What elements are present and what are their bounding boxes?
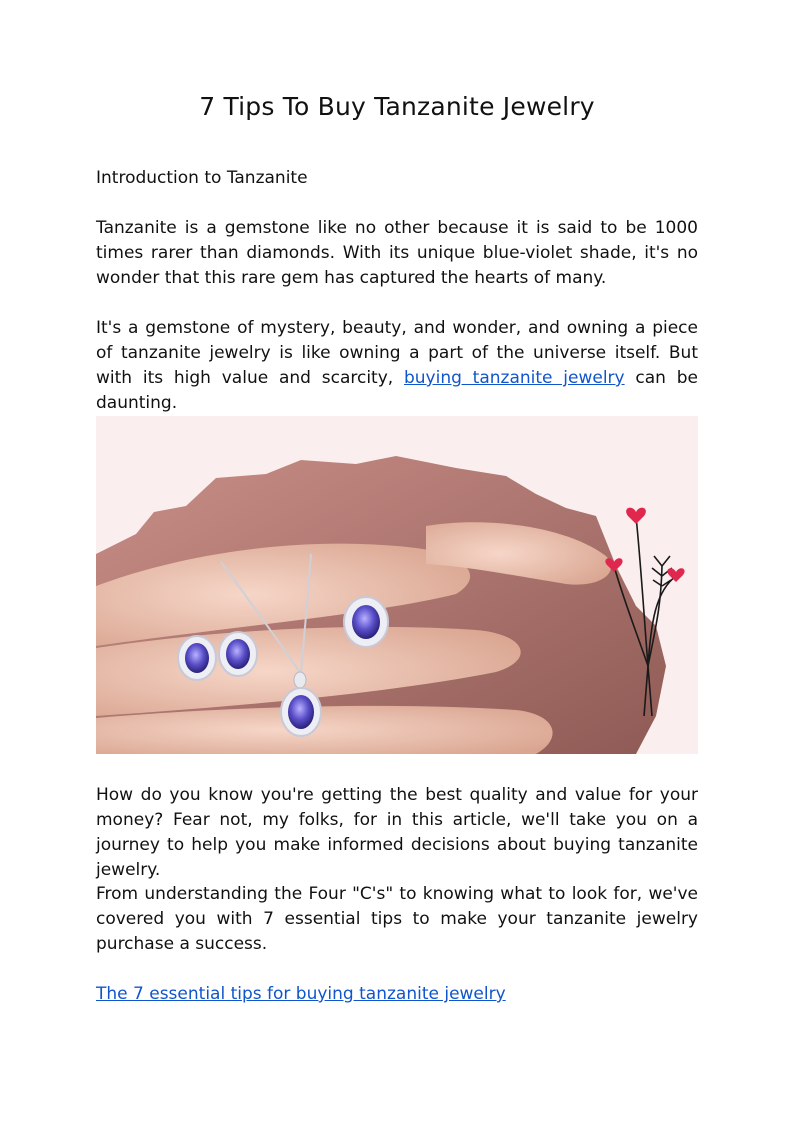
paragraph-3: How do you know you're getting the best quality and value for your money? Fear not, my folks, for in this article, we'll take you on a journey to help you make informed decisions about buying tanzanite jewelry. (96, 785, 698, 880)
paragraph-2-text-end: can be daunting. (96, 368, 698, 413)
paragraph-1: Tanzanite is a gemstone like no other because it is said to be 1000 times rarer than diamonds. With its unique blue-violet shade, it's no wonder that this rare gem has captured the hearts of many. (96, 218, 698, 288)
page-title: 7 Tips To Buy Tanzanite Jewelry (199, 92, 595, 121)
buying-tanzanite-jewelry-link[interactable]: buying tanzanite jewelry (403, 368, 625, 388)
essential-tips-link[interactable]: The 7 essential tips for buying tanzanite jewelry (96, 984, 506, 1004)
tanzanite-jewelry-image (96, 416, 698, 754)
paragraph-4: From understanding the Four "C's" to knowing what to look for, we've covered you with 7 essential tips to make your tanzanite jewelry purchase a success. (96, 884, 698, 954)
paragraph-2-text-start: It's a gemstone of mystery, beauty, and wonder, and owning a piece of tanzanite jewelry is like owning a part of the universe itself. But with its high value and scarcity, (96, 318, 698, 388)
tips-paragraph (96, 982, 698, 1007)
intro-heading: Introduction to Tanzanite (96, 168, 308, 188)
jewelry-photo-illustration (96, 416, 698, 754)
paragraph-2 (96, 316, 698, 416)
